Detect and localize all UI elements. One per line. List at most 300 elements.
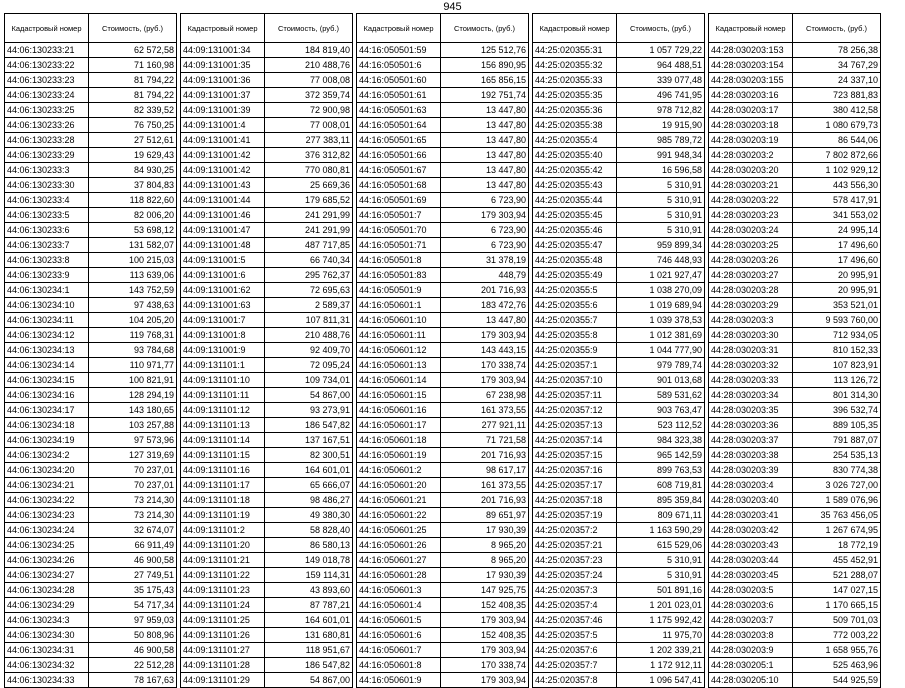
cadastral-number-cell: 44:06:130233:26 (5, 118, 89, 133)
table-row (357, 658, 529, 673)
cadastral-number-cell: 44:16:050601:20 (357, 478, 441, 493)
cadastral-number-cell: 44:16:050501:7 (357, 208, 441, 223)
cost-cell: 86 544,06 (793, 133, 881, 148)
table-row (5, 553, 177, 568)
cadastral-number-cell: 44:28:030203:27 (709, 268, 793, 283)
table-row (181, 613, 353, 628)
cost-cell: 71 721,58 (441, 433, 529, 448)
cost-cell: 1 080 679,73 (793, 118, 881, 133)
column-header-cost: Стоимость, (руб.) (793, 14, 881, 43)
cadastral-number-cell: 44:16:050601:5 (357, 613, 441, 628)
cost-cell: 903 763,47 (617, 403, 705, 418)
cost-cell: 13 447,80 (441, 163, 529, 178)
cadastral-number-cell: 44:16:050501:9 (357, 283, 441, 298)
table-row (181, 493, 353, 508)
cost-cell: 164 601,01 (265, 613, 353, 628)
table-row (181, 178, 353, 193)
table-row (709, 238, 881, 253)
cadastral-number-cell: 44:16:050501:70 (357, 223, 441, 238)
table-row (5, 643, 177, 658)
table-row (181, 223, 353, 238)
column-header-cadastral-number: Кадастровый номер (5, 14, 89, 43)
cadastral-number-cell: 44:09:131101:2 (181, 523, 265, 538)
table-row (357, 493, 529, 508)
cadastral-number-cell: 44:25:020355:31 (533, 43, 617, 58)
cost-cell: 137 167,51 (265, 433, 353, 448)
cadastral-number-cell: 44:06:130234:1 (5, 283, 89, 298)
cost-cell: 50 808,96 (89, 628, 177, 643)
cadastral-number-cell: 44:16:050601:13 (357, 358, 441, 373)
cost-cell: 143 180,65 (89, 403, 177, 418)
cost-cell: 35 763 456,05 (793, 508, 881, 523)
table-row (5, 58, 177, 73)
cost-cell: 97 573,96 (89, 433, 177, 448)
cost-cell: 159 114,31 (265, 568, 353, 583)
cost-cell: 578 417,91 (793, 193, 881, 208)
cost-cell: 201 716,93 (441, 493, 529, 508)
table-row (533, 118, 705, 133)
cost-cell: 1 267 674,95 (793, 523, 881, 538)
cadastral-number-cell: 44:28:030203:5 (709, 583, 793, 598)
cost-cell: 165 856,15 (441, 73, 529, 88)
table-row (357, 433, 529, 448)
cost-cell: 18 772,19 (793, 538, 881, 553)
table-row (709, 163, 881, 178)
cadastral-table-3 (356, 13, 529, 688)
cadastral-number-cell: 44:06:130234:16 (5, 388, 89, 403)
table-row (5, 298, 177, 313)
table-row (181, 568, 353, 583)
cost-cell: 241 291,99 (265, 208, 353, 223)
cadastral-number-cell: 44:09:131001:48 (181, 238, 265, 253)
cost-cell: 1 175 992,42 (617, 613, 705, 628)
cost-cell: 1 096 547,41 (617, 673, 705, 688)
cadastral-number-cell: 44:06:130234:20 (5, 463, 89, 478)
cadastral-number-cell: 44:16:050601:8 (357, 658, 441, 673)
cost-cell: 78 256,38 (793, 43, 881, 58)
cost-cell: 1 202 339,21 (617, 643, 705, 658)
cost-cell: 746 448,93 (617, 253, 705, 268)
cadastral-number-cell: 44:28:030203:33 (709, 373, 793, 388)
cadastral-number-cell: 44:16:050601:28 (357, 568, 441, 583)
cadastral-number-cell: 44:16:050501:66 (357, 148, 441, 163)
table-header-row (357, 14, 529, 43)
cost-cell: 5 310,91 (617, 568, 705, 583)
table-row (5, 133, 177, 148)
cost-cell: 49 380,30 (265, 508, 353, 523)
cadastral-number-cell: 44:09:131101:27 (181, 643, 265, 658)
table-row (709, 73, 881, 88)
cadastral-number-cell: 44:16:050601:18 (357, 433, 441, 448)
cost-cell: 13 447,80 (441, 103, 529, 118)
cost-cell: 72 900,98 (265, 103, 353, 118)
table-row (357, 133, 529, 148)
table-row (181, 328, 353, 343)
cost-cell: 19 629,43 (89, 148, 177, 163)
cadastral-number-cell: 44:16:050601:4 (357, 598, 441, 613)
column-header-cost: Стоимость, (руб.) (617, 14, 705, 43)
cost-cell: 5 310,91 (617, 553, 705, 568)
table-row (5, 223, 177, 238)
cadastral-number-cell: 44:28:030203:37 (709, 433, 793, 448)
table-row (5, 88, 177, 103)
table-row (5, 343, 177, 358)
table-row (5, 448, 177, 463)
cadastral-number-cell: 44:28:030203:42 (709, 523, 793, 538)
cost-cell: 170 338,74 (441, 358, 529, 373)
cost-cell: 156 890,95 (441, 58, 529, 73)
cadastral-number-cell: 44:06:130233:21 (5, 43, 89, 58)
table-row (533, 313, 705, 328)
cadastral-number-cell: 44:25:020355:9 (533, 343, 617, 358)
cost-cell: 1 021 927,47 (617, 268, 705, 283)
cadastral-number-cell: 44:25:020355:5 (533, 283, 617, 298)
cadastral-number-cell: 44:06:130234:31 (5, 643, 89, 658)
table-row (533, 298, 705, 313)
cadastral-number-cell: 44:06:130234:10 (5, 298, 89, 313)
cadastral-number-cell: 44:06:130233:22 (5, 58, 89, 73)
cost-cell: 82 300,51 (265, 448, 353, 463)
cadastral-number-cell: 44:06:130233:8 (5, 253, 89, 268)
table-row (709, 658, 881, 673)
cost-cell: 2 589,37 (265, 298, 353, 313)
table-row (357, 523, 529, 538)
cost-cell: 901 013,68 (617, 373, 705, 388)
cadastral-number-cell: 44:09:131001:6 (181, 268, 265, 283)
cadastral-number-cell: 44:25:020357:13 (533, 418, 617, 433)
cadastral-number-cell: 44:06:130234:30 (5, 628, 89, 643)
table-row (357, 73, 529, 88)
table-row (181, 343, 353, 358)
cadastral-number-cell: 44:28:030203:154 (709, 58, 793, 73)
table-row (5, 613, 177, 628)
table-row (5, 358, 177, 373)
table-row (5, 373, 177, 388)
table-row (181, 313, 353, 328)
cadastral-number-cell: 44:09:131001:62 (181, 283, 265, 298)
cost-cell: 1 102 929,12 (793, 163, 881, 178)
cadastral-number-cell: 44:25:020355:47 (533, 238, 617, 253)
cadastral-number-cell: 44:25:020355:32 (533, 58, 617, 73)
cadastral-number-cell: 44:28:030203:17 (709, 103, 793, 118)
table-row (533, 283, 705, 298)
cost-cell: 20 995,91 (793, 268, 881, 283)
table-row (533, 238, 705, 253)
cadastral-number-cell: 44:25:020355:33 (533, 73, 617, 88)
cadastral-number-cell: 44:28:030205:1 (709, 658, 793, 673)
cost-cell: 1 057 729,22 (617, 43, 705, 58)
table-row (533, 418, 705, 433)
cadastral-number-cell: 44:09:131101:19 (181, 508, 265, 523)
cost-cell: 34 767,29 (793, 58, 881, 73)
cadastral-number-cell: 44:28:030203:28 (709, 283, 793, 298)
cost-cell: 201 716,93 (441, 283, 529, 298)
table-row (709, 418, 881, 433)
cadastral-number-cell: 44:09:131001:5 (181, 253, 265, 268)
cadastral-number-cell: 44:25:020355:46 (533, 223, 617, 238)
table-row (5, 388, 177, 403)
cadastral-number-cell: 44:28:030203:2 (709, 148, 793, 163)
table-row (709, 463, 881, 478)
cost-cell: 13 447,80 (441, 133, 529, 148)
cadastral-number-cell: 44:28:030203:29 (709, 298, 793, 313)
cadastral-number-cell: 44:28:030203:19 (709, 133, 793, 148)
table-row (533, 388, 705, 403)
cadastral-number-cell: 44:28:030203:3 (709, 313, 793, 328)
table-row (357, 103, 529, 118)
cadastral-number-cell: 44:25:020355:6 (533, 298, 617, 313)
cadastral-number-cell: 44:06:130234:23 (5, 508, 89, 523)
cadastral-number-cell: 44:06:130234:18 (5, 418, 89, 433)
table-row (709, 508, 881, 523)
cadastral-number-cell: 44:16:050501:64 (357, 118, 441, 133)
cost-cell: 396 532,74 (793, 403, 881, 418)
table-row (709, 448, 881, 463)
table-row (709, 298, 881, 313)
column-header-cadastral-number: Кадастровый номер (181, 14, 265, 43)
table-row (357, 508, 529, 523)
table-row (533, 88, 705, 103)
cadastral-number-cell: 44:25:020355:43 (533, 178, 617, 193)
cadastral-number-cell: 44:28:030203:35 (709, 403, 793, 418)
cadastral-number-cell: 44:28:030203:25 (709, 238, 793, 253)
cadastral-number-cell: 44:16:050601:21 (357, 493, 441, 508)
cadastral-number-cell: 44:09:131001:34 (181, 43, 265, 58)
cost-cell: 186 547,82 (265, 658, 353, 673)
cadastral-number-cell: 44:16:050601:25 (357, 523, 441, 538)
table-row (181, 238, 353, 253)
cadastral-number-cell: 44:09:131001:42 (181, 163, 265, 178)
table-row (5, 313, 177, 328)
table-row (357, 388, 529, 403)
table-row (5, 268, 177, 283)
cadastral-number-cell: 44:09:131101:28 (181, 658, 265, 673)
cost-cell: 54 867,00 (265, 388, 353, 403)
cost-cell: 380 412,58 (793, 103, 881, 118)
cadastral-number-cell: 44:25:020355:7 (533, 313, 617, 328)
cadastral-number-cell: 44:28:030203:4 (709, 478, 793, 493)
cost-cell: 241 291,99 (265, 223, 353, 238)
cost-cell: 899 763,53 (617, 463, 705, 478)
cadastral-number-cell: 44:28:030203:40 (709, 493, 793, 508)
cost-cell: 77 008,01 (265, 118, 353, 133)
cost-cell: 161 373,55 (441, 478, 529, 493)
cadastral-number-cell: 44:28:030203:24 (709, 223, 793, 238)
cost-cell: 443 556,30 (793, 178, 881, 193)
cadastral-number-cell: 44:09:131001:41 (181, 133, 265, 148)
table-row (709, 553, 881, 568)
cost-cell: 20 995,91 (793, 283, 881, 298)
cost-cell: 53 698,12 (89, 223, 177, 238)
cost-cell: 72 095,24 (265, 358, 353, 373)
cadastral-number-cell: 44:16:050601:22 (357, 508, 441, 523)
table-row (181, 478, 353, 493)
table-row (181, 358, 353, 373)
cost-cell: 6 723,90 (441, 238, 529, 253)
cost-cell: 81 794,22 (89, 88, 177, 103)
cost-cell: 46 900,58 (89, 643, 177, 658)
table-row (709, 478, 881, 493)
cadastral-number-cell: 44:25:020357:23 (533, 553, 617, 568)
cadastral-number-cell: 44:09:131001:42 (181, 148, 265, 163)
cadastral-number-cell: 44:16:050501:65 (357, 133, 441, 148)
table-row (5, 163, 177, 178)
cost-cell: 27 749,51 (89, 568, 177, 583)
cost-cell: 712 934,05 (793, 328, 881, 343)
table-row (709, 223, 881, 238)
cost-cell: 109 734,01 (265, 373, 353, 388)
table-row (533, 208, 705, 223)
cost-cell: 509 701,03 (793, 613, 881, 628)
cadastral-number-cell: 44:28:030203:20 (709, 163, 793, 178)
cost-cell: 809 671,11 (617, 508, 705, 523)
table-row (709, 628, 881, 643)
cadastral-number-cell: 44:09:131101:25 (181, 613, 265, 628)
cadastral-number-cell: 44:28:030203:21 (709, 178, 793, 193)
cost-cell: 210 488,76 (265, 328, 353, 343)
cadastral-number-cell: 44:09:131101:26 (181, 628, 265, 643)
cost-cell: 100 215,03 (89, 253, 177, 268)
cadastral-number-cell: 44:09:131101:21 (181, 553, 265, 568)
cost-cell: 501 891,16 (617, 583, 705, 598)
cost-cell: 5 310,91 (617, 178, 705, 193)
cadastral-number-cell: 44:25:020355:38 (533, 118, 617, 133)
cadastral-number-cell: 44:06:130233:9 (5, 268, 89, 283)
cost-cell: 1 038 270,09 (617, 283, 705, 298)
cost-cell: 110 971,77 (89, 358, 177, 373)
page-number: 945 (443, 1, 462, 13)
cost-cell: 13 447,80 (441, 148, 529, 163)
table-row (709, 283, 881, 298)
table-row (5, 538, 177, 553)
cadastral-number-cell: 44:28:030203:32 (709, 358, 793, 373)
table-row (181, 628, 353, 643)
cost-cell: 772 003,22 (793, 628, 881, 643)
table-row (709, 328, 881, 343)
cost-cell: 201 716,93 (441, 448, 529, 463)
table-row (357, 448, 529, 463)
cadastral-number-cell: 44:06:130233:24 (5, 88, 89, 103)
cadastral-number-cell: 44:16:050501:67 (357, 163, 441, 178)
cadastral-number-cell: 44:09:131101:24 (181, 598, 265, 613)
table-row (181, 373, 353, 388)
cadastral-number-cell: 44:06:130234:19 (5, 433, 89, 448)
table-row (357, 268, 529, 283)
cost-cell: 525 463,96 (793, 658, 881, 673)
cadastral-number-cell: 44:06:130234:2 (5, 448, 89, 463)
cost-cell: 17 496,60 (793, 253, 881, 268)
table-row (181, 583, 353, 598)
cadastral-number-cell: 44:16:050601:16 (357, 403, 441, 418)
column-header-cadastral-number: Кадастровый номер (533, 14, 617, 43)
cost-cell: 1 170 665,15 (793, 598, 881, 613)
cost-cell: 991 948,34 (617, 148, 705, 163)
cadastral-number-cell: 44:06:130234:22 (5, 493, 89, 508)
cost-cell: 339 077,48 (617, 73, 705, 88)
table-row (709, 58, 881, 73)
cost-cell: 24 995,14 (793, 223, 881, 238)
table-row (181, 268, 353, 283)
cadastral-number-cell: 44:28:030203:153 (709, 43, 793, 58)
cost-cell: 104 205,20 (89, 313, 177, 328)
column-header-cost: Стоимость, (руб.) (441, 14, 529, 43)
table-row (181, 253, 353, 268)
table-row (709, 208, 881, 223)
cadastral-number-cell: 44:25:020355:48 (533, 253, 617, 268)
cost-cell: 76 750,25 (89, 118, 177, 133)
cost-cell: 179 303,94 (441, 613, 529, 628)
table-row (533, 268, 705, 283)
cost-cell: 118 951,67 (265, 643, 353, 658)
cost-cell: 1 201 023,01 (617, 598, 705, 613)
cost-cell: 7 802 872,66 (793, 148, 881, 163)
table-row (357, 643, 529, 658)
table-row (181, 643, 353, 658)
cadastral-number-cell: 44:09:131001:39 (181, 103, 265, 118)
table-header-row (5, 14, 177, 43)
table-row (709, 598, 881, 613)
table-row (181, 403, 353, 418)
table-row (181, 388, 353, 403)
cadastral-number-cell: 44:25:020357:6 (533, 643, 617, 658)
table-row (5, 583, 177, 598)
cadastral-number-cell: 44:09:131101:20 (181, 538, 265, 553)
cadastral-number-cell: 44:16:050501:69 (357, 193, 441, 208)
cost-cell: 54 867,00 (265, 673, 353, 688)
cost-cell: 125 512,76 (441, 43, 529, 58)
cadastral-number-cell: 44:09:131101:13 (181, 418, 265, 433)
cost-cell: 889 105,35 (793, 418, 881, 433)
cadastral-number-cell: 44:09:131101:17 (181, 478, 265, 493)
cadastral-number-cell: 44:28:030203:34 (709, 388, 793, 403)
cadastral-number-cell: 44:28:030203:44 (709, 553, 793, 568)
table-row (5, 568, 177, 583)
cost-cell: 723 881,83 (793, 88, 881, 103)
table-row (533, 163, 705, 178)
table-row (357, 163, 529, 178)
cost-cell: 523 112,52 (617, 418, 705, 433)
cost-cell: 97 959,03 (89, 613, 177, 628)
table-row (181, 448, 353, 463)
table-row (181, 433, 353, 448)
cadastral-number-cell: 44:06:130233:30 (5, 178, 89, 193)
cadastral-number-cell: 44:09:131101:18 (181, 493, 265, 508)
table-row (533, 178, 705, 193)
cost-cell: 192 751,74 (441, 88, 529, 103)
cost-cell: 3 026 727,00 (793, 478, 881, 493)
table-row (181, 553, 353, 568)
cost-cell: 521 288,07 (793, 568, 881, 583)
table-row (533, 133, 705, 148)
cadastral-number-cell: 44:28:030203:23 (709, 208, 793, 223)
table-row (709, 118, 881, 133)
cadastral-number-cell: 44:28:030203:41 (709, 508, 793, 523)
table-row (533, 373, 705, 388)
cadastral-number-cell: 44:28:030203:8 (709, 628, 793, 643)
cost-cell: 67 238,98 (441, 388, 529, 403)
cadastral-table-5 (708, 13, 881, 688)
cost-cell: 161 373,55 (441, 403, 529, 418)
cadastral-number-cell: 44:16:050501:63 (357, 103, 441, 118)
table-row (533, 613, 705, 628)
table-row (357, 613, 529, 628)
table-row (533, 538, 705, 553)
table-row (533, 553, 705, 568)
table-row (709, 583, 881, 598)
cost-cell: 107 811,31 (265, 313, 353, 328)
table-row (709, 103, 881, 118)
cadastral-number-cell: 44:06:130233:6 (5, 223, 89, 238)
